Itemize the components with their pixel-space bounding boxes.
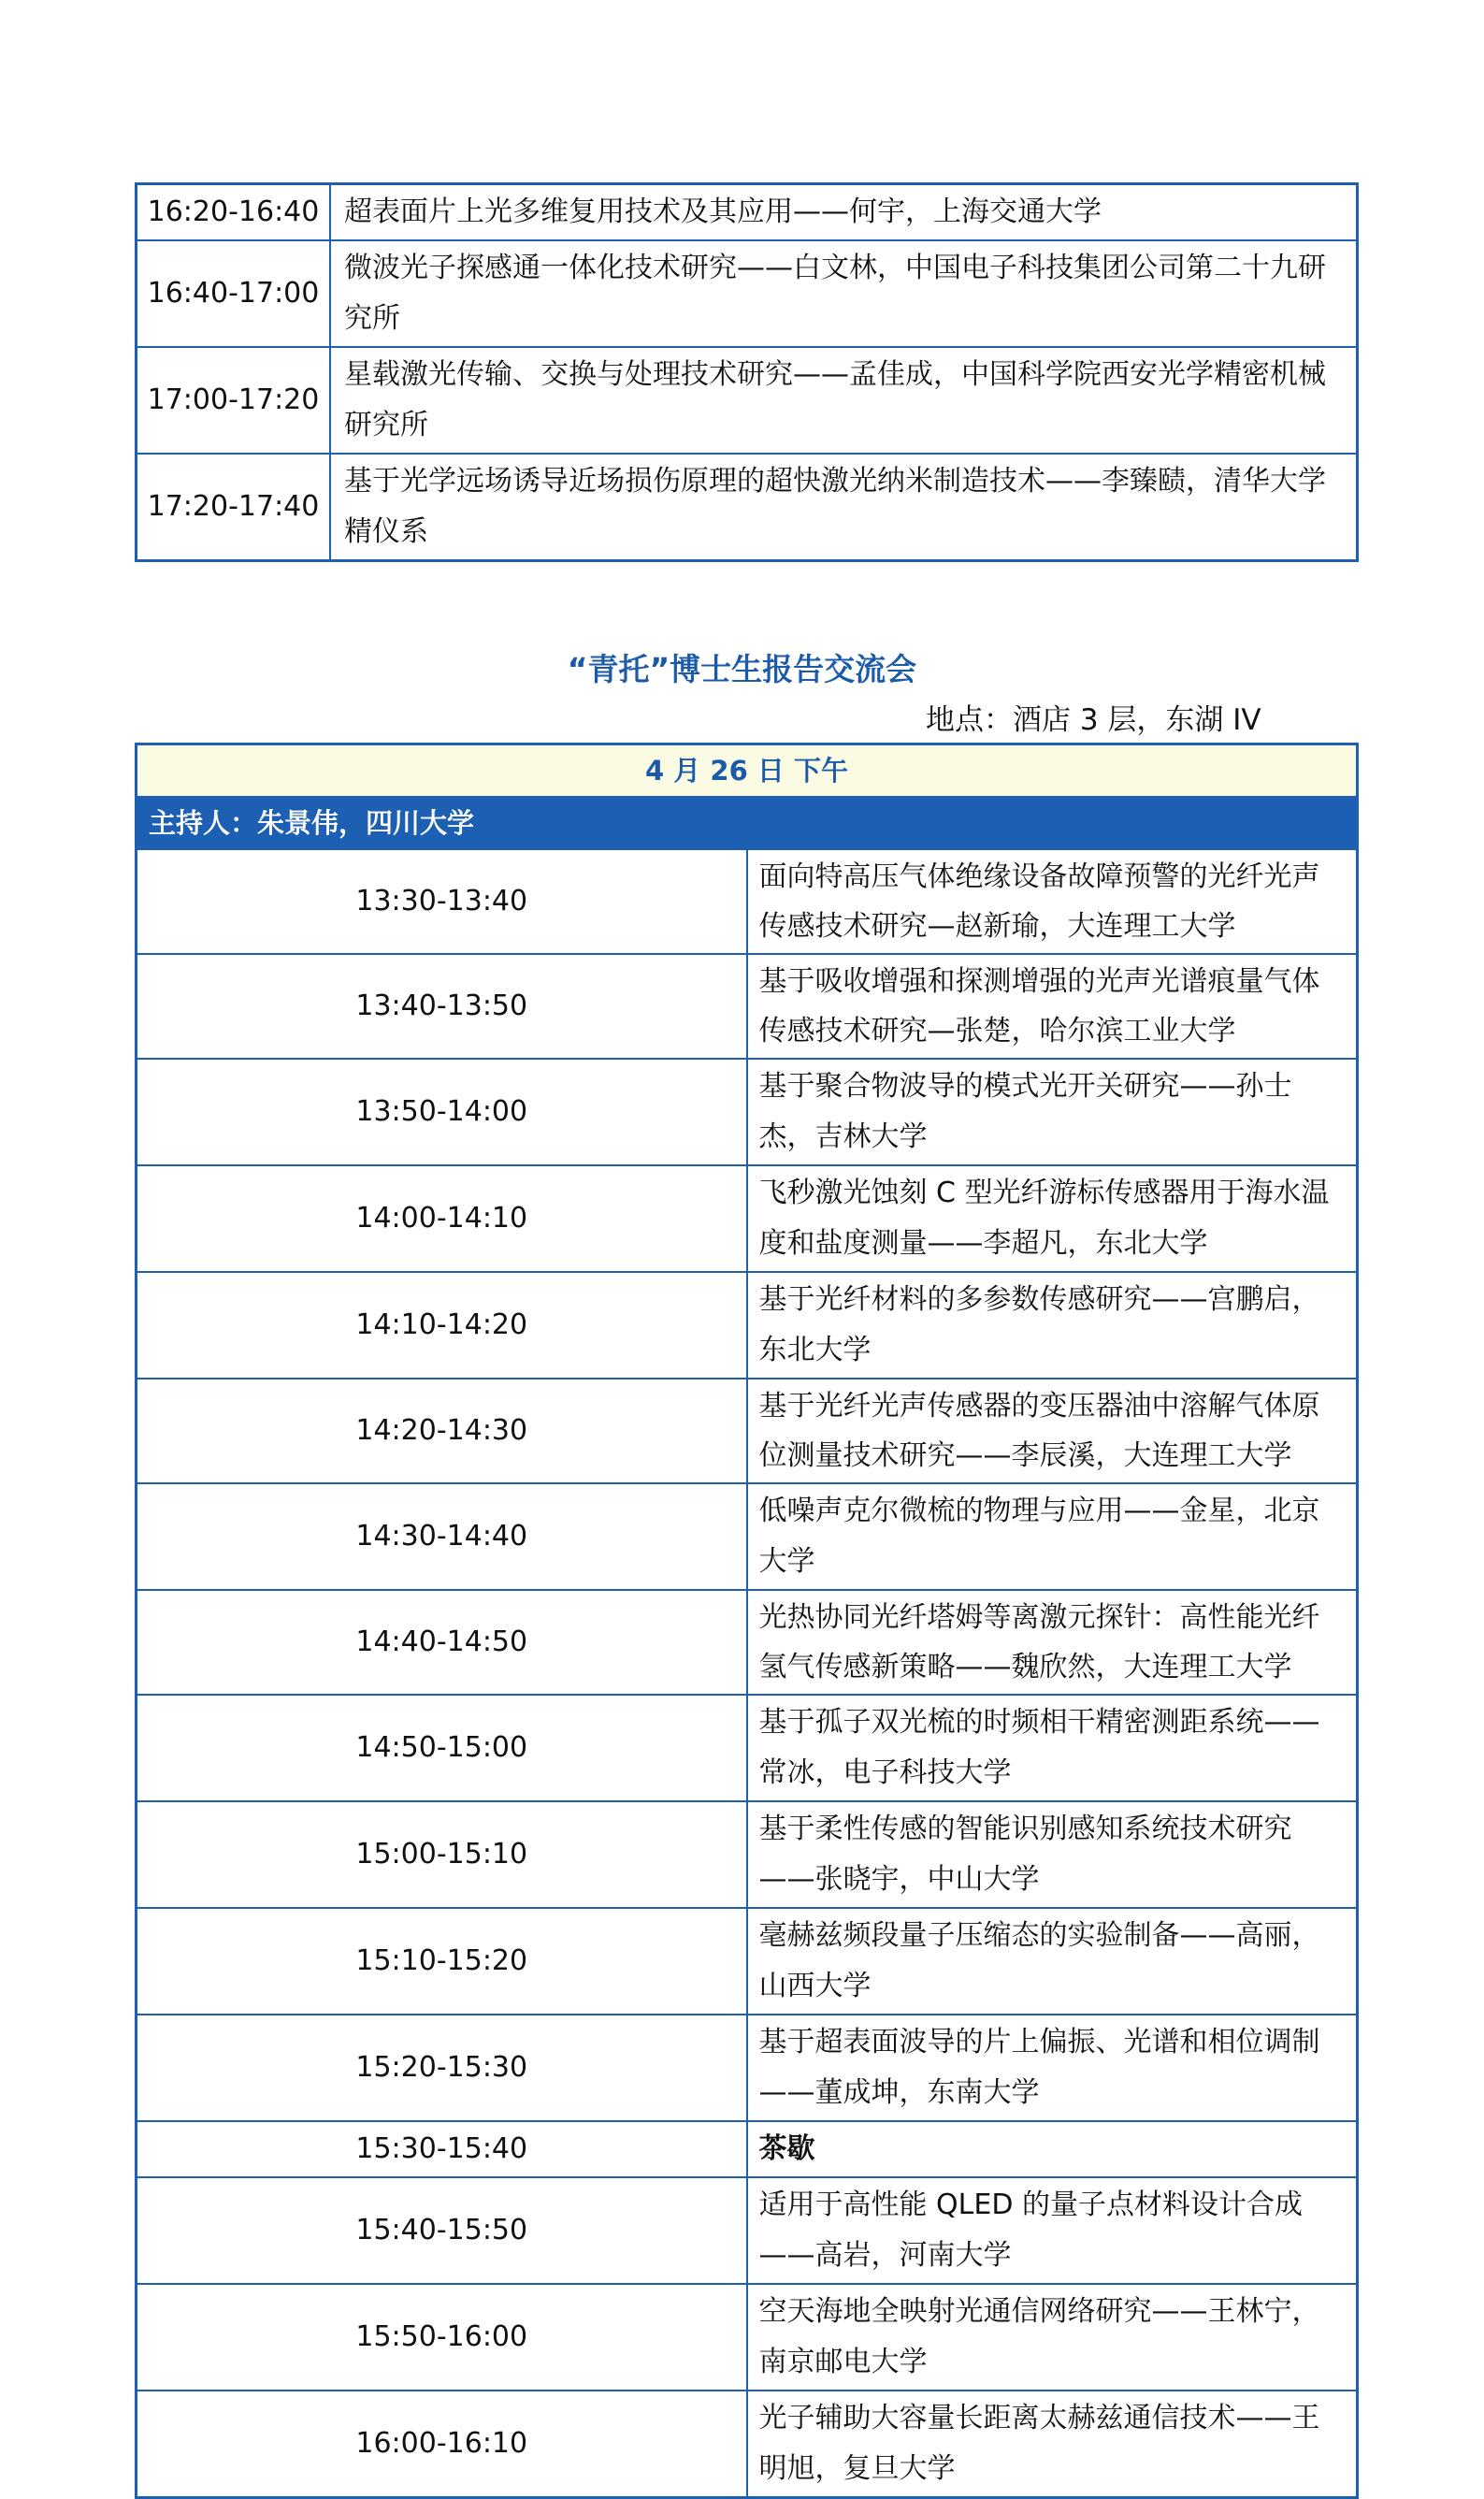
time-cell: 15:30-15:40 bbox=[137, 2121, 747, 2177]
table-row bbox=[137, 347, 1358, 454]
schedule-table-bottom bbox=[135, 743, 1359, 2499]
time-cell: 14:10-14:20 bbox=[137, 1272, 747, 1379]
topic-cell: 适用于高性能 QLED 的量子点材料设计合成——高岩，河南大学 bbox=[747, 2177, 1358, 2284]
host-label: 主持人：朱景伟，四川大学 bbox=[137, 797, 1358, 849]
table-row bbox=[137, 1483, 1358, 1590]
table-row bbox=[137, 1272, 1358, 1379]
time-cell: 16:20-16:40 bbox=[137, 184, 331, 241]
table-row bbox=[137, 1908, 1358, 2015]
topic-cell: 毫赫兹频段量子压缩态的实验制备——高丽，山西大学 bbox=[747, 1908, 1358, 2015]
topic-cell: 基于光学远场诱导近场损伤原理的超快激光纳米制造技术——李臻赜，清华大学精仪系 bbox=[330, 454, 1358, 561]
topic-cell: 星载激光传输、交换与处理技术研究——孟佳成，中国科学院西安光学精密机械研究所 bbox=[330, 347, 1358, 454]
topic-cell: 光子辅助大容量长距离太赫兹通信技术——王明旭，复旦大学 bbox=[747, 2391, 1358, 2498]
schedule-table-top bbox=[135, 182, 1359, 562]
topic-cell: 基于孤子双光梳的时频相干精密测距系统——常冰，电子科技大学 bbox=[747, 1695, 1358, 1801]
time-cell: 14:20-14:30 bbox=[137, 1379, 747, 1483]
table-row bbox=[137, 1590, 1358, 1695]
table-row bbox=[137, 2391, 1358, 2498]
topic-cell: 面向特高压气体绝缘设备故障预警的光纤光声传感技术研究—赵新瑜，大连理工大学 bbox=[747, 849, 1358, 954]
topic-cell: 基于聚合物波导的模式光开关研究——孙士杰，吉林大学 bbox=[747, 1059, 1358, 1165]
topic-cell: 基于光纤光声传感器的变压器油中溶解气体原位测量技术研究——李辰溪，大连理工大学 bbox=[747, 1379, 1358, 1483]
time-cell: 15:40-15:50 bbox=[137, 2177, 747, 2284]
time-cell: 13:30-13:40 bbox=[137, 849, 747, 954]
time-cell: 17:20-17:40 bbox=[137, 454, 331, 561]
time-cell: 15:20-15:30 bbox=[137, 2015, 747, 2121]
time-cell: 16:40-17:00 bbox=[137, 240, 331, 347]
time-cell: 14:40-14:50 bbox=[137, 1590, 747, 1695]
date-header-row bbox=[137, 744, 1358, 798]
table-row bbox=[137, 1059, 1358, 1165]
table-row bbox=[137, 2015, 1358, 2121]
table-row bbox=[137, 954, 1358, 1059]
time-cell: 15:50-16:00 bbox=[137, 2284, 747, 2391]
time-cell: 13:40-13:50 bbox=[137, 954, 747, 1059]
topic-cell: 微波光子探感通一体化技术研究——白文林，中国电子科技集团公司第二十九研究所 bbox=[330, 240, 1358, 347]
topic-cell: 超表面片上光多维复用技术及其应用——何宇，上海交通大学 bbox=[330, 184, 1358, 241]
table-row bbox=[137, 184, 1358, 241]
topic-cell: 空天海地全映射光通信网络研究——王林宁，南京邮电大学 bbox=[747, 2284, 1358, 2391]
table-row bbox=[137, 1695, 1358, 1801]
topic-cell: 基于柔性传感的智能识别感知系统技术研究——张晓宇，中山大学 bbox=[747, 1801, 1358, 1908]
topic-cell: 低噪声克尔微梳的物理与应用——金星，北京大学 bbox=[747, 1483, 1358, 1590]
table-row bbox=[137, 1379, 1358, 1483]
time-cell: 14:00-14:10 bbox=[137, 1165, 747, 1272]
time-cell: 14:30-14:40 bbox=[137, 1483, 747, 1590]
date-header: 4 月 26 日 下午 bbox=[137, 744, 1358, 798]
time-cell: 15:10-15:20 bbox=[137, 1908, 747, 2015]
tea-break-cell: 茶歇 bbox=[747, 2121, 1358, 2177]
table-row bbox=[137, 2284, 1358, 2391]
topic-cell: 基于光纤材料的多参数传感研究——宫鹏启，东北大学 bbox=[747, 1272, 1358, 1379]
time-cell: 17:00-17:20 bbox=[137, 347, 331, 454]
location-text: 地点：酒店 3 层，东湖 IV bbox=[926, 703, 1261, 737]
time-cell: 15:00-15:10 bbox=[137, 1801, 747, 1908]
table-row bbox=[137, 454, 1358, 561]
table-row bbox=[137, 1165, 1358, 1272]
host-row bbox=[137, 797, 1358, 849]
table-row bbox=[137, 2177, 1358, 2284]
table-row bbox=[137, 240, 1358, 347]
table-row bbox=[137, 849, 1358, 954]
section-title: “青托”博士生报告交流会 bbox=[567, 651, 917, 687]
time-cell: 16:00-16:10 bbox=[137, 2391, 747, 2498]
table-row bbox=[137, 1801, 1358, 1908]
topic-cell: 飞秒激光蚀刻 C 型光纤游标传感器用于海水温度和盐度测量——李超凡，东北大学 bbox=[747, 1165, 1358, 1272]
time-cell: 14:50-15:00 bbox=[137, 1695, 747, 1801]
table-row bbox=[137, 2121, 1358, 2177]
topic-cell: 基于超表面波导的片上偏振、光谱和相位调制——董成坤，东南大学 bbox=[747, 2015, 1358, 2121]
topic-cell: 基于吸收增强和探测增强的光声光谱痕量气体传感技术研究—张楚，哈尔滨工业大学 bbox=[747, 954, 1358, 1059]
topic-cell: 光热协同光纤塔姆等离激元探针：高性能光纤氢气传感新策略——魏欣然，大连理工大学 bbox=[747, 1590, 1358, 1695]
time-cell: 13:50-14:00 bbox=[137, 1059, 747, 1165]
